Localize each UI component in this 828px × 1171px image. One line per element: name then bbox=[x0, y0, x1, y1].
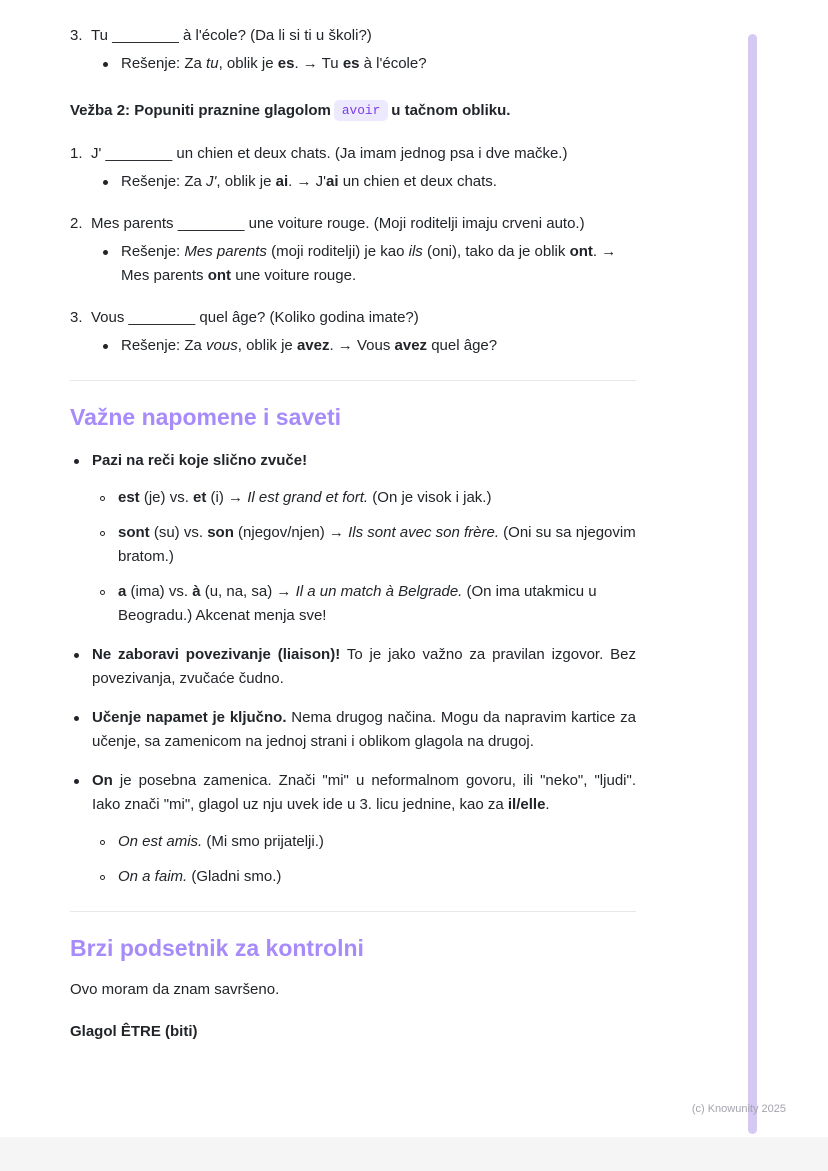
bullet-dot-icon bbox=[103, 240, 121, 288]
note-sub-est-et bbox=[70, 486, 636, 510]
solution-text: Rešenje: Mes parents (moji roditelji) je kao ils (oni), tako da je oblik ont. → Mes parents ont une voiture rouge. bbox=[121, 243, 617, 284]
bullet-dot-icon bbox=[103, 52, 121, 76]
bullet-circle-icon bbox=[100, 486, 118, 510]
section-divider bbox=[70, 911, 636, 912]
reminder-intro: Ovo moram da znam savršeno. bbox=[70, 981, 280, 998]
note-text: Učenje napamet je ključno. Nema drugog načina. Mogu da napravim kartice za učenje, sa zamenicom na jednoj strani i oblikom glagola na drugoj. bbox=[92, 709, 636, 750]
item-number: 1. bbox=[70, 145, 83, 162]
bullet-dot-icon bbox=[103, 334, 121, 358]
note-text: On je posebna zamenica. Znači "mi" u neformalnom govoru, ili "neko", "ljudi". Iako znači "mi", glagol uz nju uvek ide u 3. licu jednine, kao za il/elle. bbox=[92, 772, 636, 813]
scrollbar-thumb[interactable] bbox=[748, 34, 757, 1134]
bullet-dot-icon bbox=[103, 170, 121, 194]
note-text: Ne zaboravi povezivanje (liaison)! To je jako važno za pravilan izgovor. Bez povezivanja, zvučaće čudno. bbox=[92, 646, 636, 687]
bullet-dot-icon bbox=[74, 769, 92, 817]
bullet-circle-icon bbox=[100, 580, 118, 628]
vezba-2-heading: Vežba 2: Popuniti praznine glagolom avoir u tačnom obliku. bbox=[70, 102, 511, 119]
exercise-question: Mes parents ________ une voiture rouge. (Moji roditelji imaju crveni auto.) bbox=[91, 215, 585, 232]
solution-text: Rešenje: Za J', oblik je ai. → J'ai un chien et deux chats. bbox=[121, 173, 497, 190]
bullet-circle-icon bbox=[100, 521, 118, 569]
solution-bullet bbox=[91, 52, 636, 76]
note-bullet-ucenje bbox=[70, 706, 636, 754]
section-divider bbox=[70, 380, 636, 381]
bullet-circle-icon bbox=[100, 830, 118, 854]
exercise-question: Vous ________ quel âge? (Koliko godina imate?) bbox=[91, 309, 419, 326]
note-bullet-liaison bbox=[70, 643, 636, 691]
exercise-question: Tu ________ à l'école? (Da li si ti u školi?) bbox=[91, 27, 372, 44]
solution-bullet bbox=[91, 334, 636, 358]
note-sub-on-a bbox=[70, 865, 636, 889]
note-sub-text: On a faim. (Gladni smo.) bbox=[118, 868, 282, 885]
reminder-section-heading: Brzi podsetnik za kontrolni bbox=[70, 935, 364, 961]
item-number: 3. bbox=[70, 309, 83, 326]
notes-section-heading: Važne napomene i saveti bbox=[70, 404, 342, 430]
avoir-exercise-item-3 bbox=[70, 306, 636, 358]
note-sub-text: sont (su) vs. son (njegov/njen) → Ils sont avec son frère. (Oni su sa njegovim bratom.) bbox=[118, 524, 636, 565]
solution-text: Rešenje: Za vous, oblik je avez. → Vous avez quel âge? bbox=[121, 337, 498, 354]
bullet-circle-icon bbox=[100, 865, 118, 889]
page-bottom-band bbox=[0, 1137, 828, 1171]
note-sub-a-a bbox=[70, 580, 636, 628]
avoir-exercise-item-2 bbox=[70, 212, 636, 288]
note-sub-text: est (je) vs. et (i) → Il est grand et fort. (On je visok i jak.) bbox=[118, 489, 492, 506]
exercise-question: J' ________ un chien et deux chats. (Ja imam jednog psa i dve mačke.) bbox=[91, 145, 568, 162]
bullet-dot-icon bbox=[74, 449, 92, 473]
bullet-dot-icon bbox=[74, 643, 92, 691]
note-text: Pazi na reči koje slično zvuče! bbox=[92, 452, 308, 469]
inline-code-badge: avoir bbox=[334, 100, 388, 121]
etre-subheading: Glagol ÊTRE (biti) bbox=[70, 1023, 198, 1040]
avoir-exercise-item-1 bbox=[70, 142, 636, 194]
document-content bbox=[70, 24, 636, 1044]
bullet-dot-icon bbox=[74, 706, 92, 754]
item-number: 2. bbox=[70, 215, 83, 232]
solution-text: Rešenje: Za tu, oblik je es. → Tu es à l'école? bbox=[121, 55, 427, 72]
solution-bullet bbox=[91, 240, 636, 288]
note-bullet-on bbox=[70, 769, 636, 817]
solution-bullet bbox=[91, 170, 636, 194]
note-sub-text: a (ima) vs. à (u, na, sa) → Il a un match à Belgrade. (On ima utakmicu u Beogradu.) Akcenat menja sve! bbox=[118, 583, 597, 624]
copyright-note: (c) Knowunity 2025 bbox=[691, 1103, 786, 1115]
note-sub-sont-son bbox=[70, 521, 636, 569]
note-bullet-pazi bbox=[70, 449, 636, 473]
item-number: 3. bbox=[70, 27, 83, 44]
note-sub-text: On est amis. (Mi smo prijatelji.) bbox=[118, 833, 324, 850]
note-sub-on-est bbox=[70, 830, 636, 854]
etre-exercise-item-3 bbox=[70, 24, 636, 76]
